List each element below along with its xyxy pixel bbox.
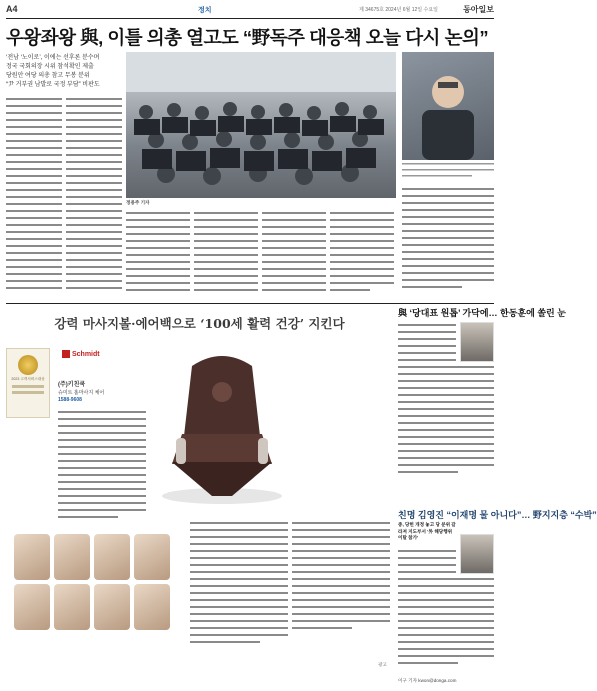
article-body-mid bbox=[126, 210, 396, 300]
side-caption bbox=[402, 162, 494, 184]
byline: 이구 기자 kwon@donga.com bbox=[398, 677, 457, 683]
right-article-headline: 與 ‘당대표 원톱’ 가닥에… 한동훈에 쏠린 눈 bbox=[398, 308, 566, 318]
ad-body-2 bbox=[292, 520, 390, 663]
subheads bbox=[6, 54, 126, 90]
page-number: A4 bbox=[6, 4, 18, 14]
text-lines bbox=[292, 520, 390, 660]
award-badge bbox=[6, 348, 50, 418]
ad-company-info bbox=[58, 382, 146, 532]
issue-meta: 제 34675호 2024년 6월 12일 수요일 bbox=[359, 7, 438, 13]
second-article-headline: 친명 김영진 “이재명 물 아니다”… 野지지층 “수박” bbox=[398, 510, 597, 520]
advertisement[interactable] bbox=[6, 306, 393, 685]
ad-title: 강력 마사지볼·에어백으로 ‘100세 활력 건강’ 지킨다 bbox=[54, 316, 345, 331]
text-lines bbox=[398, 322, 494, 482]
text-lines bbox=[402, 186, 494, 298]
subhead-line: 당원안 여당 의총 참고 무봉 분위 bbox=[6, 73, 90, 79]
article-body-left bbox=[6, 96, 122, 298]
medal-icon bbox=[18, 355, 38, 375]
subhead-line: 정국 국회의장 시위 참석확인 제출 bbox=[6, 64, 94, 70]
photographer: 정용주 기자 bbox=[126, 200, 150, 205]
portrait-photo bbox=[402, 52, 494, 160]
caption-lines bbox=[402, 162, 494, 182]
award-text: 2023 고객서비스대상 bbox=[11, 377, 45, 381]
page-header bbox=[6, 4, 494, 18]
text-lines bbox=[190, 520, 288, 660]
feature-photos bbox=[14, 534, 174, 630]
text-lines bbox=[398, 548, 494, 678]
subhead-line: ‘전남 ‘노이로’, 이에는 선후론 분수며 bbox=[6, 55, 100, 61]
ad-body-1 bbox=[190, 520, 288, 663]
company-name: (주)키친쿡 bbox=[58, 382, 86, 388]
assembly-photo bbox=[126, 52, 396, 198]
text-lines bbox=[6, 96, 122, 298]
second-article-sub: 중, 당헌 개정 놓고 당 분위 갈라져 지도부서 ‘外 해당행위 이탈 참가’ bbox=[398, 522, 456, 540]
brand-mark-icon bbox=[62, 350, 70, 358]
newspaper-logo: 동아일보 bbox=[463, 5, 494, 14]
main-photo bbox=[126, 52, 396, 198]
massage-chair-image bbox=[152, 346, 292, 506]
brand-logo: Schmidt bbox=[62, 350, 116, 362]
subhead-line: “尹 거부권 남발로 국정 부담” 비판도 bbox=[6, 82, 100, 88]
section-rule bbox=[6, 303, 494, 304]
company-product: 슈미트 홈마사지 체어 bbox=[58, 389, 105, 396]
section-label: 정치 bbox=[198, 7, 212, 14]
article-body-right bbox=[402, 186, 494, 298]
second-right-article[interactable] bbox=[398, 508, 597, 686]
header-rule bbox=[6, 18, 494, 19]
feature-photo bbox=[134, 584, 170, 630]
feature-photo bbox=[54, 584, 90, 630]
side-photo bbox=[402, 52, 494, 160]
ad-code: 광고 bbox=[378, 662, 387, 667]
photo-caption bbox=[126, 200, 396, 207]
feature-photo bbox=[134, 534, 170, 580]
feature-photo bbox=[94, 584, 130, 630]
text-lines bbox=[126, 210, 396, 300]
feature-photo bbox=[14, 534, 50, 580]
feature-photo bbox=[54, 534, 90, 580]
company-phone[interactable]: 1588-9608 bbox=[58, 397, 82, 403]
main-headline[interactable]: 우왕좌왕 與, 이틀 의총 열고도 “野독주 대응책 오늘 다시 논의” bbox=[6, 27, 489, 48]
feature-photo bbox=[14, 584, 50, 630]
right-article[interactable] bbox=[398, 306, 566, 506]
feature-photo bbox=[94, 534, 130, 580]
ad-text-lines bbox=[58, 409, 146, 529]
